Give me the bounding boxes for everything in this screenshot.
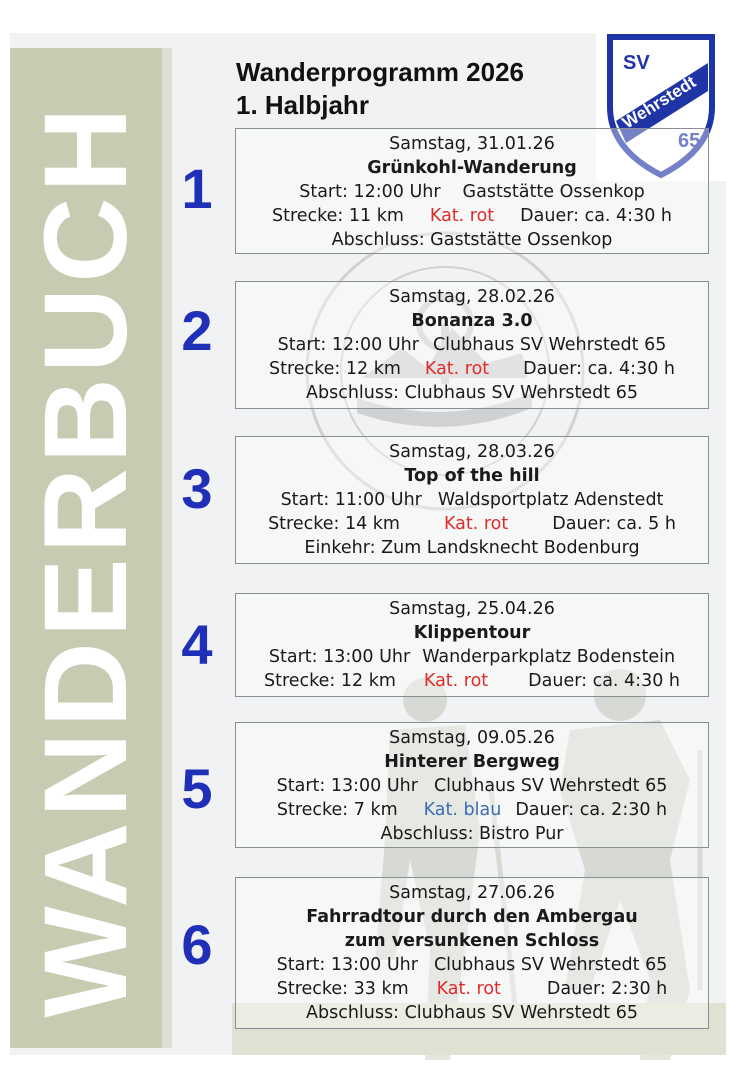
- event-title-line1: Fahrradtour durch den Ambergau: [306, 907, 638, 927]
- event-card: [235, 722, 709, 848]
- event-date: Samstag, 28.03.26: [389, 442, 555, 462]
- event-title: Hinterer Bergweg: [384, 752, 560, 772]
- event-start-place: Wanderparkplatz Bodenstein: [422, 647, 676, 667]
- event-category: Kat. rot: [424, 359, 490, 379]
- event-distance: Strecke: 7 km: [276, 800, 398, 820]
- event-title-line2: zum versunkenen Schloss: [344, 931, 600, 951]
- event-duration: Dauer: ca. 5 h: [552, 514, 676, 534]
- event-start-place: Waldsportplatz Adenstedt: [437, 490, 664, 510]
- event-distance: Strecke: 12 km: [263, 671, 396, 691]
- event-distance: Strecke: 11 km: [271, 206, 404, 226]
- event-start-line: [236, 333, 708, 357]
- logo-text-middle: Wehrstedt: [618, 72, 700, 133]
- event-card: [235, 281, 709, 409]
- event-finish: Einkehr: Zum Landsknecht Bodenburg: [304, 538, 640, 558]
- event-category: Kat. rot: [429, 206, 495, 226]
- event-card: [235, 128, 709, 254]
- event-start-line: [236, 180, 708, 204]
- event-distance: Strecke: 33 km: [276, 979, 409, 999]
- event-duration: Dauer: ca. 4:30 h: [528, 671, 680, 691]
- event-start-line: [236, 774, 708, 798]
- event-start: Start: 12:00 Uhr: [277, 335, 419, 355]
- event-category: Kat. rot: [436, 979, 501, 999]
- event-details-line: [236, 798, 708, 822]
- event-number: 1: [181, 157, 213, 220]
- event-date: Samstag, 09.05.26: [389, 728, 555, 748]
- event-distance: Strecke: 12 km: [268, 359, 401, 379]
- event-date: Samstag, 27.06.26: [389, 883, 555, 903]
- event-start-place: Clubhaus SV Wehrstedt 65: [432, 335, 667, 355]
- event-start-line: [236, 953, 708, 977]
- program-subtitle: 1. Halbjahr: [236, 90, 369, 120]
- event-duration: Dauer: ca. 4:30 h: [520, 206, 672, 226]
- event-date: Samstag, 31.01.26: [389, 134, 555, 154]
- event-duration: Dauer: 2:30 h: [546, 979, 668, 999]
- event-start-place: Clubhaus SV Wehrstedt 65: [433, 955, 668, 975]
- event-start: Start: 12:00 Uhr: [299, 182, 441, 202]
- event-title: Klippentour: [413, 623, 531, 643]
- program-title: Wanderprogramm 2026: [236, 57, 525, 87]
- event-finish: Abschluss: Gaststätte Ossenkop: [331, 230, 613, 250]
- event-category: Kat. blau: [423, 800, 502, 820]
- event-start: Start: 13:00 Uhr: [268, 647, 411, 667]
- event-card: [235, 436, 709, 564]
- event-finish: Abschluss: Bistro Pur: [380, 824, 564, 844]
- event-start-line: [236, 645, 708, 669]
- event-details-line: [236, 669, 708, 693]
- event-title: Top of the hill: [404, 466, 540, 486]
- event-category: Kat. rot: [443, 514, 509, 534]
- event-duration: Dauer: ca. 4:30 h: [523, 359, 675, 379]
- event-category: Kat. rot: [423, 671, 489, 691]
- event-card: [235, 877, 709, 1029]
- event-title: Grünkohl-Wanderung: [367, 158, 577, 178]
- event-start: Start: 13:00 Uhr: [276, 955, 418, 975]
- event-details-line: [236, 204, 708, 228]
- logo-text-top: SV: [623, 52, 650, 74]
- event-start: Start: 11:00 Uhr: [280, 490, 422, 510]
- event-start-place: Clubhaus SV Wehrstedt 65: [433, 776, 668, 796]
- event-date: Samstag, 25.04.26: [389, 599, 555, 619]
- event-number: 3: [181, 457, 213, 520]
- event-number: 6: [181, 913, 213, 976]
- event-finish: Abschluss: Clubhaus SV Wehrstedt 65: [306, 383, 638, 403]
- event-distance: Strecke: 14 km: [268, 514, 400, 534]
- event-details-line: [236, 357, 708, 381]
- event-start-line: [236, 488, 708, 512]
- event-date: Samstag, 28.02.26: [389, 287, 555, 307]
- event-details-line: [236, 512, 708, 536]
- event-finish: Abschluss: Clubhaus SV Wehrstedt 65: [306, 1003, 638, 1023]
- event-start-place: Gaststätte Ossenkop: [462, 182, 645, 202]
- event-title: Bonanza 3.0: [411, 311, 533, 331]
- event-details-line: [236, 977, 708, 1001]
- event-card: [235, 593, 709, 697]
- logo-text-bottom: 65: [678, 130, 701, 152]
- page-header: [236, 56, 524, 122]
- event-number: 5: [181, 757, 213, 820]
- event-number: 4: [181, 613, 213, 676]
- event-start: Start: 13:00 Uhr: [276, 776, 418, 796]
- event-number: 2: [181, 299, 213, 362]
- side-title: WANDERBUCH: [20, 102, 152, 1018]
- event-duration: Dauer: ca. 2:30 h: [515, 800, 668, 820]
